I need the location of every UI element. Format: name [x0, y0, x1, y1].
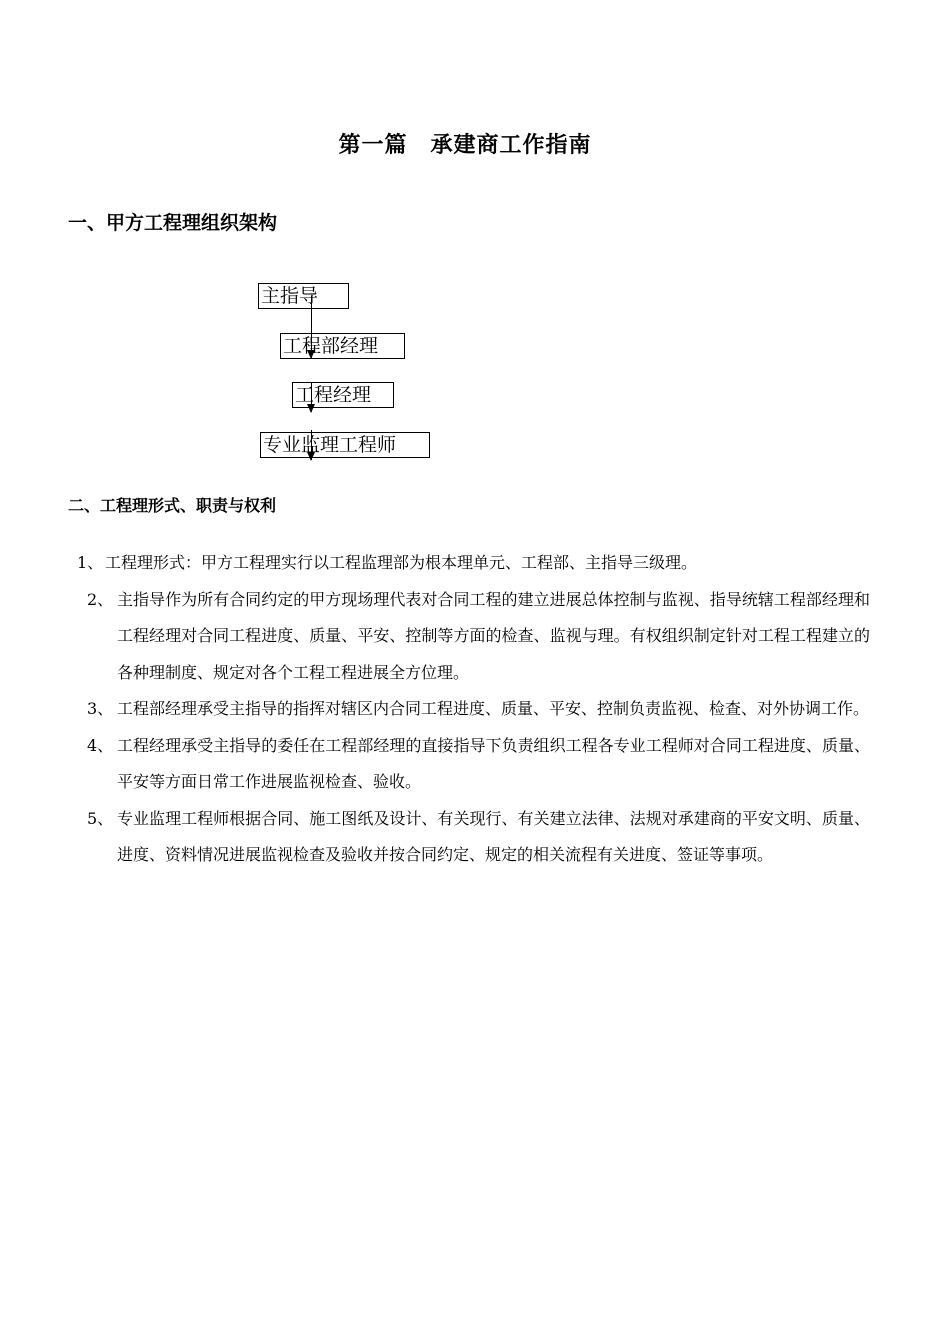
- section-heading-org-structure: 一、甲方工程理组织架构: [68, 212, 278, 234]
- list-item-text: 专业监理工程师根据合同、施工图纸及设计、有关现行、有关建立法律、法规对承建商的平安文明、质量、进度、资料情况进展监视检查及验收并按合同约定、规定的相关流程有关进度、签证等事项。: [117, 808, 870, 864]
- list-item: [70, 691, 870, 728]
- list-item: [70, 545, 870, 582]
- org-box-dept-manager: 工程部经理: [280, 333, 405, 359]
- list-item-number: 3、: [87, 699, 114, 718]
- list-item-number: 2、: [87, 589, 114, 609]
- list-item-text: 主指导作为所有合同约定的甲方现场理代表对合同工程的建立进展总体控制与监视、指导统辖工程部经理和工程经理对合同工程进度、质量、平安、控制等方面的检查、监视与理。有权组织制定针对工程工程建立的各种理制度、规定对各个工程工程进展全方位理。: [117, 589, 870, 682]
- list-item-number: 4、: [87, 735, 114, 755]
- list-item: [70, 728, 870, 801]
- org-box-chief-director: 主指导: [258, 283, 349, 309]
- org-box-specialist-engineer: 专业监理工程师: [260, 432, 430, 458]
- list-item-text: 工程经理承受主指导的委任在工程部经理的直接指导下负责组织工程各专业工程师对合同工程进度、质量、平安等方面日常工作进展监视检查、验收。: [117, 735, 870, 791]
- list-item-number: 5、: [87, 808, 114, 828]
- org-arrow-1: [311, 296, 312, 358]
- org-box-project-manager: 工程经理: [292, 382, 394, 408]
- section-heading-duties: 二、工程理形式、职责与权利: [68, 496, 277, 515]
- list-item-number: 1、: [77, 553, 104, 572]
- list-item: [70, 801, 870, 874]
- list-item: [70, 582, 870, 692]
- org-arrow-2: [311, 382, 312, 412]
- list-item-text: 工程理形式：甲方工程理实行以工程监理部为根本理单元、工程部、主指导三级理。: [105, 553, 698, 572]
- duties-list: [70, 545, 870, 874]
- page-title: 第一篇 承建商工作指南: [338, 132, 592, 158]
- org-arrow-3: [311, 430, 312, 460]
- list-item-text: 工程部经理承受主指导的指挥对辖区内合同工程进度、质量、平安、控制负责监视、检查、对外协调工作。: [117, 699, 870, 718]
